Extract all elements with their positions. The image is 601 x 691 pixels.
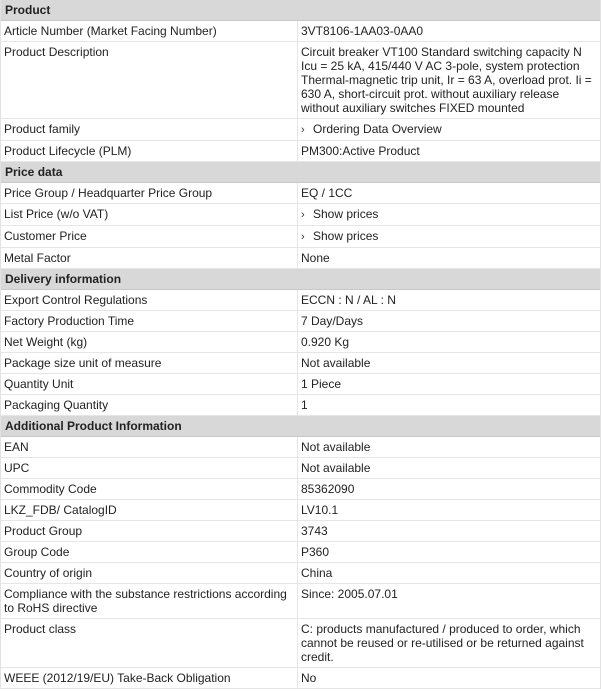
row-value: 7 Day/Days <box>301 314 364 328</box>
section-header-additional-product-information: Additional Product Information <box>1 416 600 437</box>
row-value: PM300:Active Product <box>301 144 420 158</box>
table-row <box>1 521 600 542</box>
ordering-data-overview-link[interactable]: Ordering Data Overview <box>313 122 442 136</box>
row-label: Packaging Quantity <box>1 395 298 415</box>
table-row <box>1 458 600 479</box>
row-value: 3743 <box>301 524 328 538</box>
section-header-product: Product <box>1 0 600 21</box>
row-label: Product Group <box>1 521 298 541</box>
row-label: List Price (w/o VAT) <box>1 204 298 225</box>
row-label: Group Code <box>1 542 298 562</box>
row-label: Factory Production Time <box>1 311 298 331</box>
table-row <box>1 248 600 269</box>
row-label: EAN <box>1 437 298 457</box>
chevron-right-icon: › <box>301 124 305 136</box>
row-label: Product Description <box>1 42 298 118</box>
row-value: 85362090 <box>301 482 355 496</box>
table-row <box>1 226 600 248</box>
row-label: Metal Factor <box>1 248 298 268</box>
row-label: Net Weight (kg) <box>1 332 298 352</box>
row-value-link-cell <box>298 226 600 247</box>
chevron-right-icon: › <box>301 231 305 243</box>
table-row <box>1 437 600 458</box>
row-label: UPC <box>1 458 298 478</box>
table-row <box>1 542 600 563</box>
section-header-delivery-information: Delivery information <box>1 269 600 290</box>
table-row <box>1 353 600 374</box>
row-value: 1 Piece <box>301 377 342 391</box>
row-label: Customer Price <box>1 226 298 247</box>
row-label: Quantity Unit <box>1 374 298 394</box>
row-value: China <box>301 566 333 580</box>
row-label: Price Group / Headquarter Price Group <box>1 183 298 203</box>
table-row <box>1 395 600 416</box>
row-label: Export Control Regulations <box>1 290 298 310</box>
row-label: WEEE (2012/19/EU) Take-Back Obligation <box>1 668 298 688</box>
table-row <box>1 311 600 332</box>
row-value: Circuit breaker VT100 Standard switching capacity N Icu = 25 kA, 415/440 V AC 3-pole, system protection Thermal-magnetic trip unit, Ir = 63 A, overload prot. Ii = 630 A, short-circuit prot. without auxiliary release without auxiliary switches FIXED mounted <box>301 45 592 115</box>
table-row <box>1 119 600 141</box>
row-value: Since: 2005.07.01 <box>301 587 398 601</box>
table-row <box>1 183 600 204</box>
row-label: LKZ_FDB/ CatalogID <box>1 500 298 520</box>
table-row <box>1 290 600 311</box>
row-value: C: products manufactured / produced to order, which cannot be reused or re-utilised or be returned against credit. <box>301 622 584 664</box>
row-value: ECCN : N / AL : N <box>301 293 396 307</box>
table-row <box>1 21 600 42</box>
row-value: 0.920 Kg <box>301 335 350 349</box>
row-value: None <box>301 251 330 265</box>
table-row <box>1 141 600 162</box>
table-row <box>1 374 600 395</box>
table-row <box>1 204 600 226</box>
show-prices-link[interactable]: Show prices <box>313 207 379 221</box>
table-row <box>1 332 600 353</box>
row-value-link-cell <box>298 204 600 225</box>
show-prices-link[interactable]: Show prices <box>313 229 379 243</box>
row-value: LV10.1 <box>301 503 339 517</box>
row-value: No <box>301 671 317 685</box>
chevron-right-icon: › <box>301 209 305 221</box>
section-header-price-data: Price data <box>1 162 600 183</box>
row-label: Product class <box>1 619 298 667</box>
table-row <box>1 42 600 119</box>
row-label: Compliance with the substance restrictions according to RoHS directive <box>1 584 298 618</box>
row-value: Not available <box>301 461 371 475</box>
table-row <box>1 619 600 668</box>
row-value: P360 <box>301 545 330 559</box>
row-value: 3VT8106-1AA03-0AA0 <box>301 24 424 38</box>
table-row <box>1 584 600 619</box>
row-value-link-cell <box>298 119 600 140</box>
table-row <box>1 479 600 500</box>
row-label: Product Lifecycle (PLM) <box>1 141 298 161</box>
row-value: EQ / 1CC <box>301 186 353 200</box>
row-value: 1 <box>301 398 308 412</box>
row-label: Package size unit of measure <box>1 353 298 373</box>
table-row <box>1 563 600 584</box>
table-row <box>1 668 600 689</box>
row-value: Not available <box>301 440 371 454</box>
row-value: Not available <box>301 356 371 370</box>
table-row <box>1 500 600 521</box>
row-label: Country of origin <box>1 563 298 583</box>
row-label: Commodity Code <box>1 479 298 499</box>
row-label: Article Number (Market Facing Number) <box>1 21 298 41</box>
row-label: Product family <box>1 119 298 140</box>
